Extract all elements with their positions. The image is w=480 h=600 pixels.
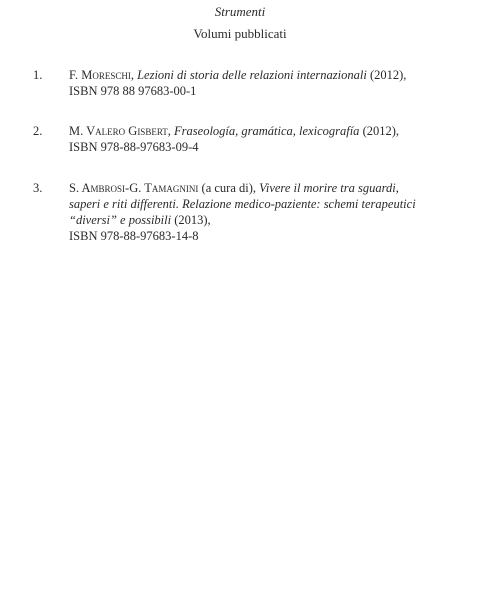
entry-author: S. Ambrosi-G. Tamagnini <box>69 181 199 195</box>
entry-author: F. Moreschi <box>69 68 131 82</box>
entry-line <box>69 212 449 228</box>
entry-body <box>69 67 449 99</box>
series-subtitle: Volumi pubblicati <box>193 26 287 41</box>
entry-year: (2012), <box>366 68 407 82</box>
entry-title: saperi e riti differenti. Relazione medico-paziente: schemi terapeutici <box>69 197 416 211</box>
entry-line <box>69 123 449 139</box>
entry-line <box>69 180 449 196</box>
series-title: Strumenti <box>214 4 266 19</box>
entry-number: 1. <box>33 68 43 82</box>
entry-title: “diversi” e possibili <box>69 213 172 227</box>
entry-year: (2012), <box>359 124 400 138</box>
entry-line <box>69 67 449 83</box>
entry-separator: (a cura di), <box>198 181 260 195</box>
entry-number: 3. <box>33 181 43 195</box>
entry-separator: , <box>167 124 175 138</box>
entry-number: 2. <box>33 124 43 138</box>
entry-body <box>69 180 449 244</box>
entry-title: Lezioni di storia delle relazioni internazionali <box>137 68 367 82</box>
entry-author: M. Valero Gisbert <box>69 124 168 138</box>
entry-separator: , <box>130 68 138 82</box>
entry-isbn: ISBN 978-88-97683-09-4 <box>69 140 199 154</box>
entry-isbn: ISBN 978-88-97683-14-8 <box>69 229 199 243</box>
entry-year: (2013), <box>171 213 211 227</box>
entry-line <box>69 196 449 212</box>
entry-body <box>69 123 449 155</box>
entry-isbn: ISBN 978 88 97683-00-1 <box>69 84 197 98</box>
entry-title: Fraseología, gramática, lexicografía <box>174 124 360 138</box>
entry-title: Vivere il morire tra sguardi, <box>259 181 399 195</box>
